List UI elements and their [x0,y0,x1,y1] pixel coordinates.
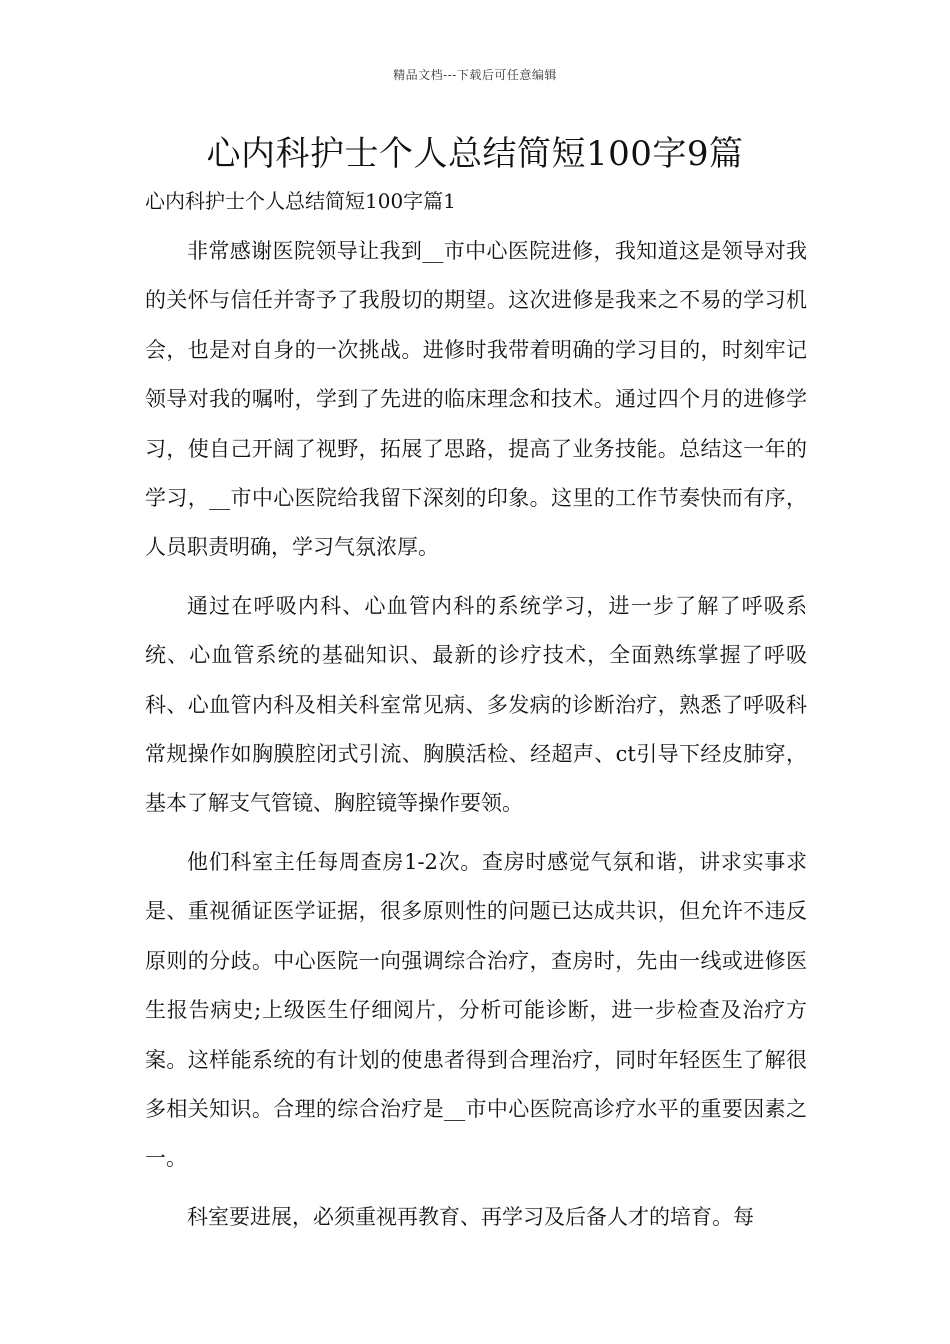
header-note: 精品文档---下载后可任意编辑 [393,68,557,82]
body-text [145,227,807,1251]
section-heading: 心内科护士个人总结简短100字篇1 [145,189,456,213]
paragraph: 科室要进展，必须重视再教育、再学习及后备人才的培育。每 [187,1204,754,1229]
paragraph: 非常感谢医院领导让我到__市中心医院进修，我知道这是领导对我的关怀与信任并寄予了我殷切的期望。这次进修是我来之不易的学习机会，也是对自身的一次挑战。进修时我带着明确的学习目的，时刻牢记领导对我的嘱咐，学到了先进的临床理念和技术。通过四个月的进修学习，使自己开阔了视野，拓展了思路，提高了业务技能。总结这一年的学习，__市中心医院给我留下深刻的印象。这里的工作节奏快而有序，人员职责明确，学习气氛浓厚。 [145,239,807,560]
paragraph: 他们科室主任每周查房1-2次。查房时感觉气氛和谐，讲求实事求是、重视循证医学证据，很多原则性的问题已达成共识，但允许不违反原则的分歧。中心医院一向强调综合治疗，查房时，先由一线或进修医生报告病史;上级医生仔细阅片，分析可能诊断，进一步检查及治疗方案。这样能系统的有计划的使患者得到合理治疗，同时年轻医生了解很多相关知识。合理的综合治疗是__市中心医院高诊疗水平的重要因素之一。 [145,849,807,1171]
document-title: 心内科护士个人总结简短100字9篇 [206,134,744,174]
paragraph: 通过在呼吸内科、心血管内科的系统学习，进一步了解了呼吸系统、心血管系统的基础知识、最新的诊疗技术，全面熟练掌握了呼吸科、心血管内科及相关科室常见病、多发病的诊断治疗，熟悉了呼吸科常规操作如胸膜腔闭式引流、胸膜活检、经超声、ct引导下经皮肺穿，基本了解支气管镜、胸腔镜等操作要领。 [145,593,807,816]
